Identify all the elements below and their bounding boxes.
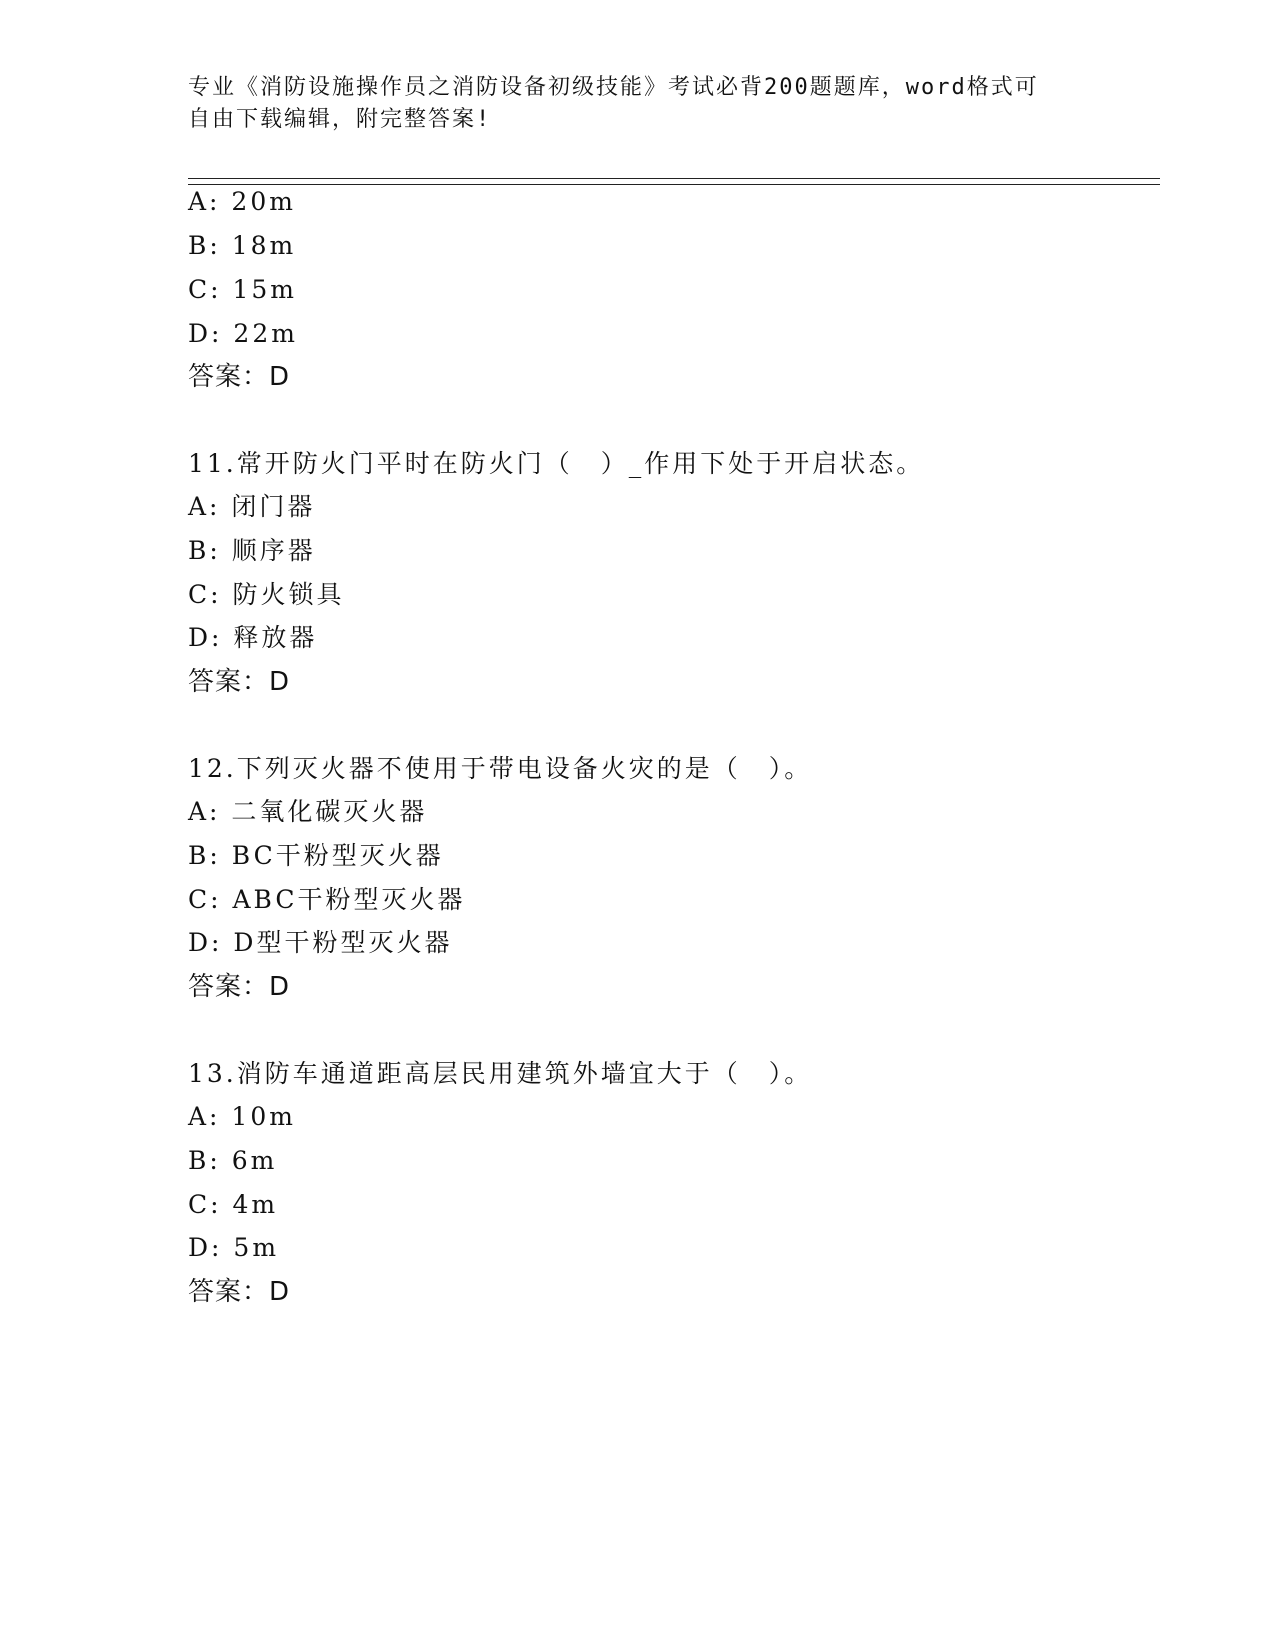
q13-option-b: B: 6m	[188, 1146, 278, 1175]
document-header	[188, 72, 1088, 136]
q13-option-c: C: 4m	[188, 1190, 279, 1219]
header-title-line-2: 自由下载编辑，附完整答案!	[188, 107, 492, 132]
header-divider	[188, 178, 1160, 185]
q12-answer: 答案：D	[188, 972, 291, 1002]
q11-answer: 答案：D	[188, 667, 291, 697]
q11-option-c: C: 防火锁具	[188, 580, 345, 609]
q12-option-a: A: 二氧化碳灭火器	[188, 797, 428, 826]
q12-option-b: B: BC干粉型灭火器	[188, 841, 444, 870]
q10-option-c: C: 15m	[188, 275, 298, 304]
q13-answer: 答案：D	[188, 1277, 291, 1307]
q12-question: 12.下列灭火器不使用于带电设备火灾的是（ ）。	[188, 754, 813, 783]
q11-option-b: B: 顺序器	[188, 536, 316, 565]
q12-option-d: D: D型干粉型灭火器	[188, 928, 453, 957]
q11-option-d: D: 释放器	[188, 623, 318, 652]
q10-option-b: B: 18m	[188, 231, 297, 260]
q12-option-c: C: ABC干粉型灭火器	[188, 885, 466, 914]
q10-answer: 答案：D	[188, 362, 291, 392]
q13-option-d: D: 5m	[188, 1233, 280, 1262]
q10-option-d: D: 22m	[188, 319, 298, 348]
q11-option-a: A: 闭门器	[188, 492, 316, 521]
q13-question: 13.消防车通道距高层民用建筑外墙宜大于（ ）。	[188, 1059, 813, 1088]
header-title-line-1: 专业《消防设施操作员之消防设备初级技能》考试必背200题题库，word格式可	[188, 75, 1039, 100]
q11-question: 11.常开防火门平时在防火门（ ）_作用下处于开启状态。	[188, 449, 925, 478]
q13-option-a: A: 10m	[188, 1102, 296, 1131]
q10-option-a: A: 20m	[188, 187, 296, 216]
